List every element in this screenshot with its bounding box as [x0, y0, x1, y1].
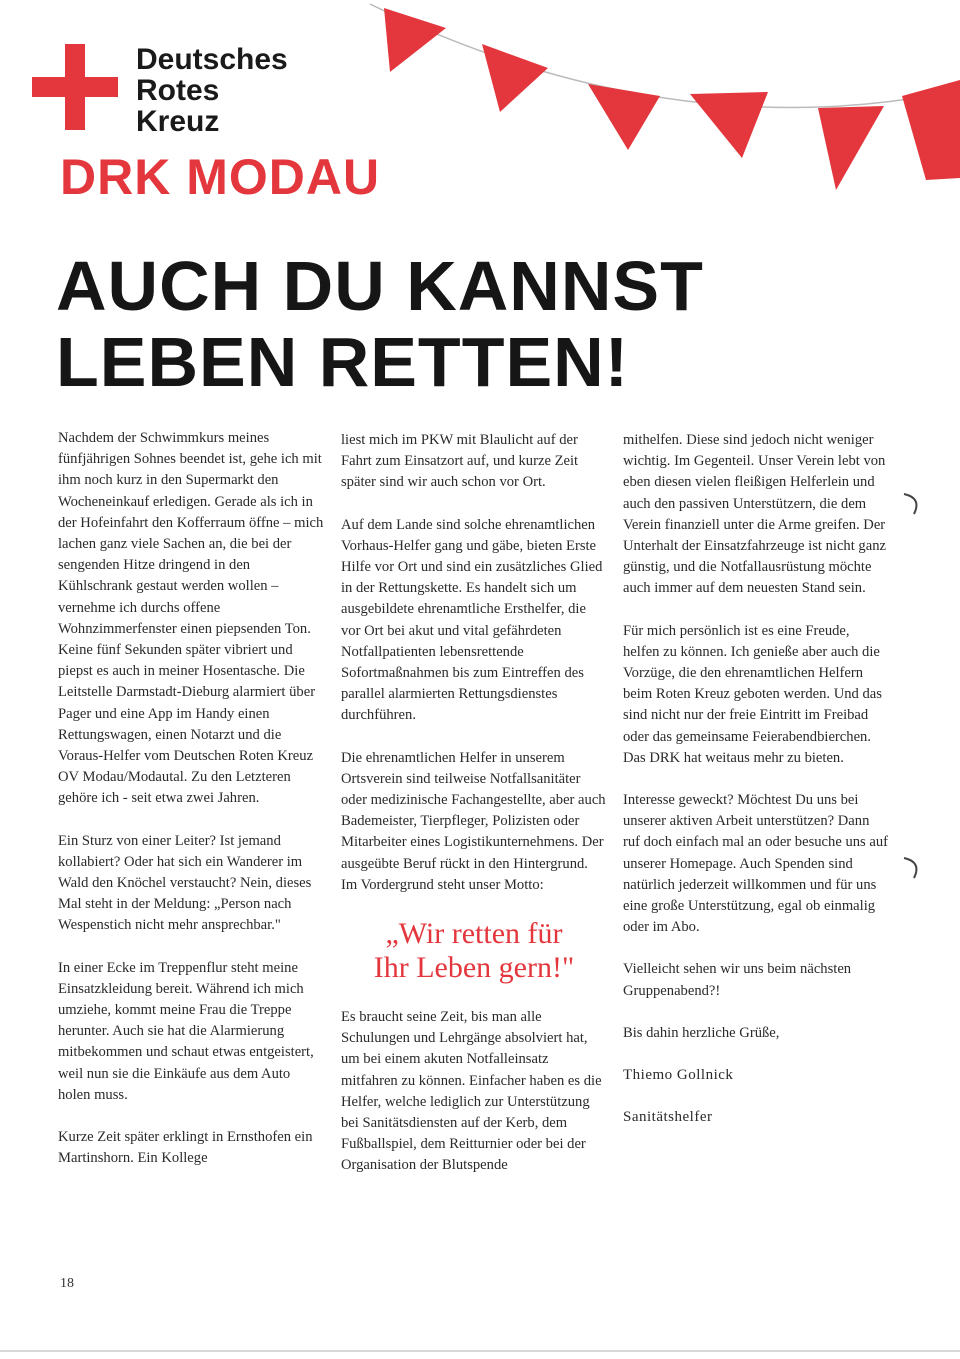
- bunting-flag: [482, 44, 548, 112]
- binder-hole-icon: [900, 852, 924, 882]
- pull-quote: [341, 917, 607, 985]
- paragraph: Kurze Zeit später erklingt in Ernsthofen ein Martinshorn. Ein Kollege: [58, 1129, 313, 1167]
- bunting-flag: [384, 8, 446, 72]
- paragraph: Die ehrenamtlichen Helfer in unserem Ortsverein sind teilweise Notfallsanitäter oder medizinische Fachangestellte, aber auch Bademeister, Tierpfleger, Polizisten oder Mitarbeiter eines Logistikunternehmens. Der ausgeübte Beruf rückt in den Hintergrund. Im Vordergrund steht unser Motto:: [341, 749, 606, 893]
- page-edge: [0, 1350, 960, 1352]
- author-role: Sanitätshelfer: [623, 1109, 713, 1126]
- text-column-3: [623, 430, 889, 1149]
- paragraph: Ein Sturz von einer Leiter? Ist jemand kollabiert? Oder hat sich ein Wanderer im Wald den Knöchel verstaucht? Nein, dieses Mal steht in der Meldung: „Person nach Wespenstich nicht mehr ansprechbar.": [58, 832, 312, 934]
- org-name-line: Kreuz: [136, 105, 220, 138]
- pull-quote-line: Ihr Leben gern!": [373, 951, 575, 985]
- paragraph: Für mich persönlich ist es eine Freude, helfen zu können. Ich genieße aber auch die Vorzüge, die den ehrenamtlichen Helfern beim Roten Kreuz geboten werden. Und das sind nicht nur der freie Eintritt im Freibad oder das gemeinsame Feierabendbierchen. Das DRK hat weitaus mehr zu bieten.: [623, 622, 882, 766]
- headline: [56, 248, 916, 400]
- bunting-decoration: [370, 0, 960, 210]
- headline-line: AUCH DU KANNST: [56, 247, 704, 325]
- paragraph: Vielleicht sehen wir uns beim nächsten Gruppenabend?!: [623, 961, 852, 999]
- paragraph: Interesse geweckt? Möchtest Du uns bei unserer aktiven Arbeit unterstützen? Dann ruf doch einfach mal an oder besuche uns auf unserer Homepage. Auch Spenden sind natürlich jederzeit willkommen und für uns eine große Unterstützung, egal ob einmalig oder im Abo.: [623, 792, 889, 936]
- binder-hole-icon: [900, 488, 924, 518]
- org-name-line: Rotes: [136, 74, 220, 107]
- paragraph: mithelfen. Diese sind jedoch nicht weniger wichtig. Im Gegenteil. Unser Verein lebt von eben diesen vielen fleißigen Helferlein und auch den passiven Unterstützern, die dem Verein finanziell unter die Arme greifen. Der Unterhalt der Einsatzfahrzeuge ist nicht ganz günstig, und die Notfallausrüstung möchte auch immer auf dem neuesten Stand sein.: [623, 432, 886, 597]
- text-column-2: [341, 430, 607, 1198]
- pull-quote-line: „Wir retten für: [385, 917, 563, 951]
- org-name: [136, 44, 288, 137]
- text-column-1: [58, 428, 324, 1191]
- paragraph: Nachdem der Schwimmkurs meines fünfjährigen Sohnes beendet ist, gehe ich mit ihm noch kurz in den Supermarkt den Wocheneinkauf erledigen. Gerade als ich in der Hofeinfahrt den Kofferraum öffne – mich lachen ganz viele Sachen an, die bei der sengenden Hitze dringend in den Kühlschrank gestaut werden wollen – vernehme ich durchs offene Wohnzimmerfenster einen piepsenden Ton. Keine fünf Sekunden später vibriert und piepst es auch in meiner Hosentasche. Die Leitstelle Darmstadt-Dieburg alarmiert über Pager und eine App im Handy einen Rettungswagen, einen Notarzt und die Voraus-Helfer vom Deutschen Roten Kreuz OV Modau/Modautal. Zu den Letzteren gehöre ich - seit etwa zwei Jahren.: [58, 430, 324, 807]
- bunting-flag: [588, 84, 660, 150]
- org-name-line: Deutsches: [136, 43, 288, 76]
- paragraph: liest mich im PKW mit Blaulicht auf der Fahrt zum Einsatzort auf, und kurze Zeit später sind wir auch schon vor Ort.: [341, 432, 579, 491]
- paragraph: Es braucht seine Zeit, bis man alle Schulungen und Lehrgänge absolviert hat, um bei einem akuten Notfalleinsatz mitfahren zu können. Einfacher haben es die Helfer, welche lediglich zur Unterstützung bei Sanitätsdiensten auf der Kerb, dem Fußballspiel, dem Reitturnier oder bei der Organisation der Blutspende: [341, 1009, 602, 1174]
- bunting-flag: [690, 92, 768, 158]
- paragraph: Auf dem Lande sind solche ehrenamtlichen Vorhaus-Helfer gang und gäbe, bieten Erste Hilfe vor Ort und sind ein zusätzliches Glied in der Rettungskette. Es handelt sich um ausgebildete ehrenamtliche Ersthelfer, die vor Ort bei akut und vital gefährdeten Notfallpatienten lebensrettende Sofortmaßnahmen bis zum Eintreffen des parallel alarmierten Rettungsdienstes durchführen.: [341, 516, 603, 724]
- headline-line: LEBEN RETTEN!: [56, 323, 629, 401]
- page-number: 18: [60, 1276, 74, 1291]
- section-title: DRK MODAU: [60, 149, 381, 205]
- paragraph: Bis dahin herzliche Grüße,: [623, 1024, 780, 1041]
- bunting-flag: [902, 80, 960, 180]
- author-name: Thiemo Gollnick: [623, 1067, 734, 1084]
- bunting-flag: [818, 106, 884, 190]
- paragraph: In einer Ecke im Treppenflur steht meine Einsatzkleidung bereit. Während ich mich umziehe, kommt meine Frau die Treppe herunter. Auch sie hat die Alarmierung mitbekommen und schaut etwas entgeistert, weil nun sie die Einkäufe aus dem Auto holen muss.: [58, 959, 314, 1103]
